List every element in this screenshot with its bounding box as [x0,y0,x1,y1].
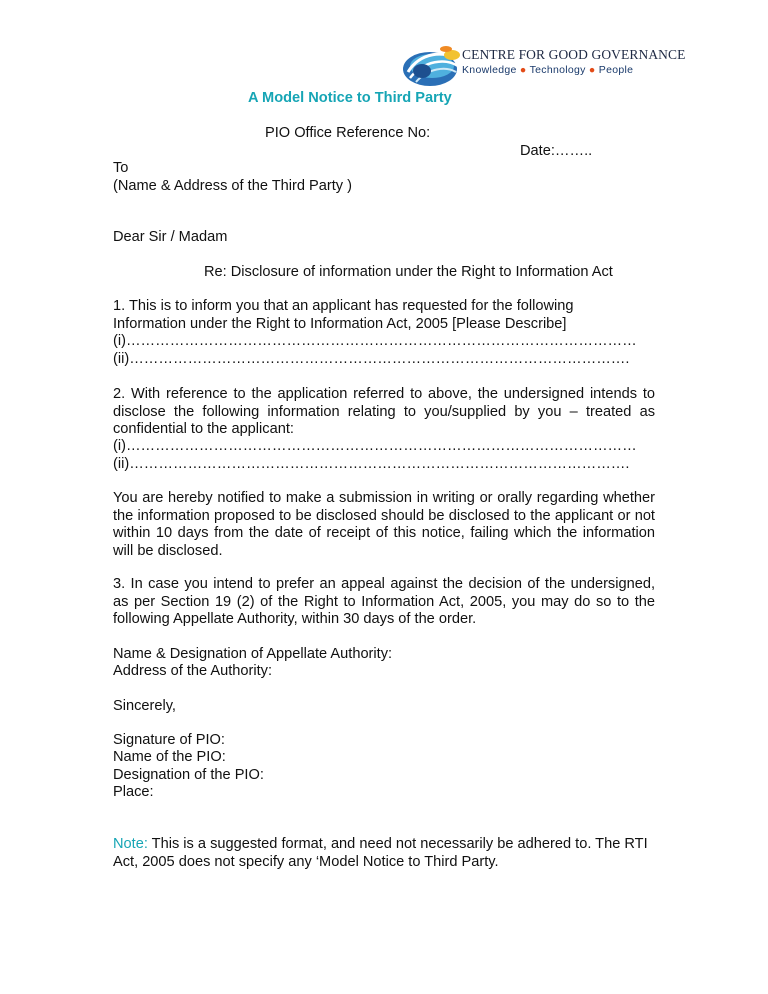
paragraph-3: You are hereby notified to make a submission in writing or orally regarding whether the information proposed to be disclosed should be disclosed to the applicant or not within 10 days from the date of receipt of this notice, failing which the information will be disclosed. [113,490,655,559]
note-text: This is a suggested format, and need not necessarily be adhered to. The RTI Act, 2005 does not specify any ‘Model Notice to Third Party. [113,836,648,870]
paragraph-1-item-i: (i)…………………………………………………………………………………………… [113,333,637,349]
paragraph-1-item-ii: (ii)…………………………………………………………………………………………. [113,351,630,367]
paragraph-2-item-ii: (ii)…………………………………………………………………………………………. [113,456,630,472]
pio-name-line: Name of the PIO: [113,749,226,765]
globe-logo-icon [400,42,462,90]
bullet-icon: ● [519,64,527,76]
place-line: Place: [113,784,154,800]
tagline-knowledge: Knowledge [462,64,517,76]
closing: Sincerely, [113,698,176,714]
note-label: Note: [113,836,148,852]
salutation: Dear Sir / Madam [113,229,228,245]
subject-line: Re: Disclosure of information under the Right to Information Act [204,264,613,280]
to-address: (Name & Address of the Third Party ) [113,178,353,194]
logo [400,42,686,90]
signature-line: Signature of PIO: [113,732,225,748]
to-label: To [113,160,129,176]
reference-line: PIO Office Reference No: [265,125,431,141]
appellate-address-line: Address of the Authority: [113,663,272,679]
paragraph-4: 3. In case you intend to prefer an appeal against the decision of the undersigned, as per Section 19 (2) of the Right to Information Act, 2005, you may do so to the following Appellate Authority, within 30 days of the order. [113,576,655,628]
logo-tagline [462,64,633,76]
tagline-technology: Technology [529,64,586,76]
bullet-icon: ● [588,64,596,76]
note-paragraph [113,836,655,871]
tagline-people: People [598,64,634,76]
pio-designation-line: Designation of the PIO: [113,767,264,783]
document-title: A Model Notice to Third Party [248,90,452,106]
paragraph-2-item-i: (i)…………………………………………………………………………………………… [113,438,637,454]
paragraph-1: 1. This is to inform you that an applicant has requested for the following Information under the Right to Information Act, 2005 [Please Describe] [113,298,574,332]
appellate-name-line: Name & Designation of Appellate Authority: [113,646,393,662]
paragraph-2: 2. With reference to the application referred to above, the undersigned intends to disclose the following information relating to you/supplied by you – treated as confidential to the applicant: [113,386,655,438]
logo-title: CENTRE FOR GOOD GOVERNANCE [462,47,686,62]
date-line: Date:…….. [520,143,593,159]
